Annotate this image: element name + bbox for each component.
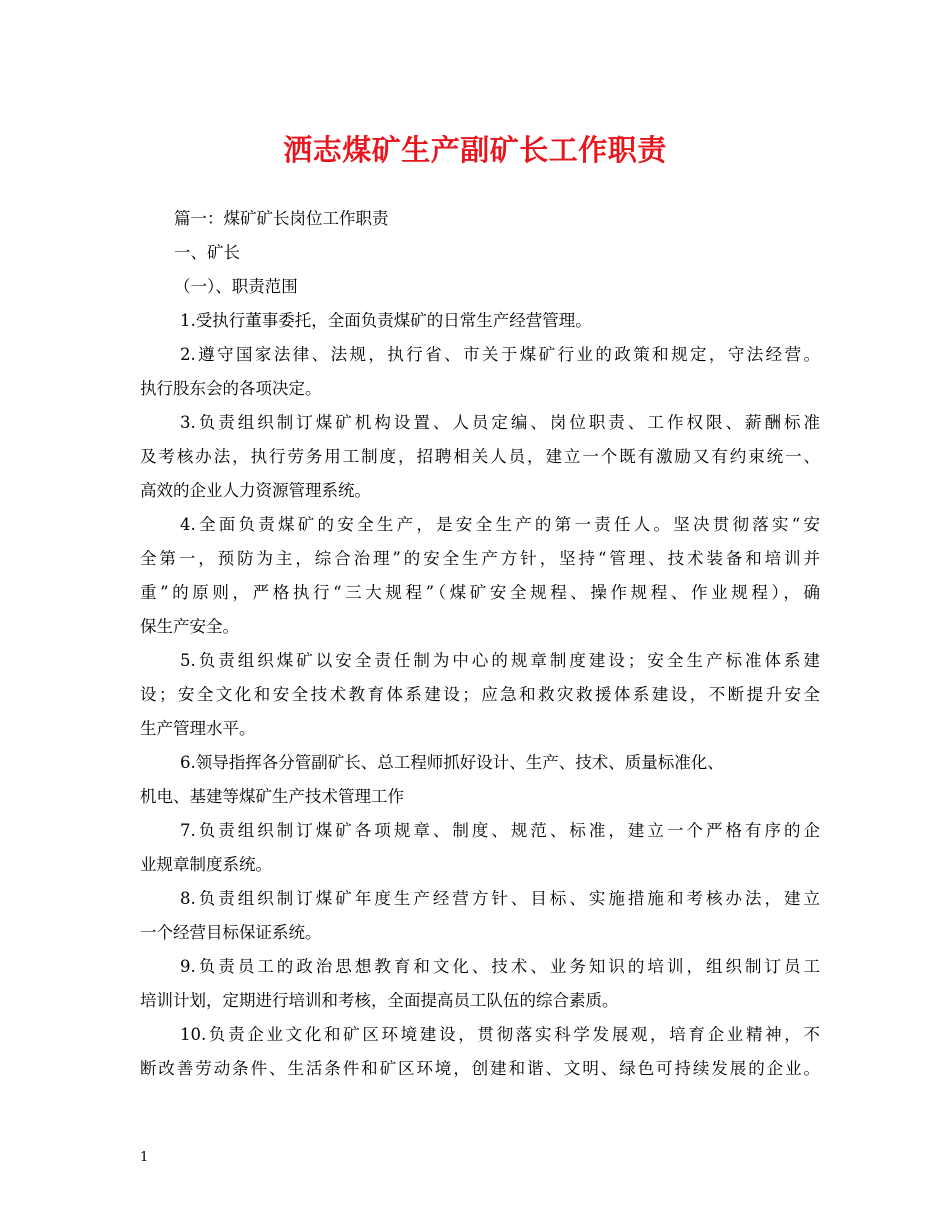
page-number: 1 (140, 1150, 149, 1165)
paragraph-line: 高效的企业人力资源管理系统。 (140, 481, 371, 500)
paragraph-line: 一个经营目标保证系统。 (140, 923, 322, 942)
subsection-heading: 一、矿长 (174, 243, 240, 262)
paragraph-line: 10.负责企业文化和矿区环境建设，贯彻落实科学发展观，培育企业精神，不 (180, 1025, 820, 1044)
paragraph-line: 业规章制度系统。 (140, 855, 272, 874)
paragraph-line: 5.负责组织煤矿以安全责任制为中心的规章制度建设；安全生产标准体系建 (180, 651, 820, 670)
paragraph-line: 断改善劳动条件、生活条件和矿区环境，创建和谐、文明、绿色可持续发展的企业。 (140, 1059, 820, 1078)
paragraph-line: 重”的原则，严格执行“三大规程”（煤矿安全规程、操作规程、作业规程），确 (140, 583, 820, 602)
paragraph-line: 全第一，预防为主，综合治理”的安全生产方针，坚持“管理、技术装备和培训并 (140, 549, 820, 568)
paragraph-line: 4.全面负责煤矿的安全生产，是安全生产的第一责任人。坚决贯彻落实“安 (180, 515, 820, 534)
paragraph-line: 机电、基建等煤矿生产技术管理工作 (140, 787, 404, 806)
paragraph-line: 生产管理水平。 (140, 719, 256, 738)
paragraph-line: 执行股东会的各项决定。 (140, 379, 322, 398)
paragraph-line: 7.负责组织制订煤矿各项规章、制度、规范、标准，建立一个严格有序的企 (180, 821, 820, 840)
paragraph-line: 2.遵守国家法律、法规，执行省、市关于煤矿行业的政策和规定，守法经营。 (180, 345, 820, 364)
paragraph-line: 3.负责组织制订煤矿机构设置、人员定编、岗位职责、工作权限、薪酬标准 (180, 413, 820, 432)
paragraph-line: 1.受执行董事委托，全面负责煤矿的日常生产经营管理。 (180, 311, 592, 330)
subsection-heading: （一）、职责范围 (174, 277, 298, 296)
paragraph-line: 6.领导指挥各分管副矿长、总工程师抓好设计、生产、技术、质量标准化、 (180, 753, 724, 772)
document-title: 洒志煤矿生产副矿长工作职责 (283, 133, 667, 167)
paragraph-line: 培训计划，定期进行培训和考核，全面提高员工队伍的综合素质。 (140, 991, 619, 1010)
paragraph-line: 保生产安全。 (140, 617, 239, 636)
section-heading: 篇一：煤矿矿长岗位工作职责 (174, 209, 389, 228)
paragraph-line: 设；安全文化和安全技术教育体系建设；应急和救灾救援体系建设，不断提升安全 (140, 685, 820, 704)
document-body (140, 202, 820, 1086)
paragraph-line: 8.负责组织制订煤矿年度生产经营方针、目标、实施措施和考核办法，建立 (180, 889, 820, 908)
paragraph-line: 及考核办法，执行劳务用工制度，招聘相关人员，建立一个既有激励又有约束统一、 (140, 447, 820, 466)
paragraph-line: 9.负责员工的政治思想教育和文化、技术、业务知识的培训，组织制订员工 (180, 957, 820, 976)
